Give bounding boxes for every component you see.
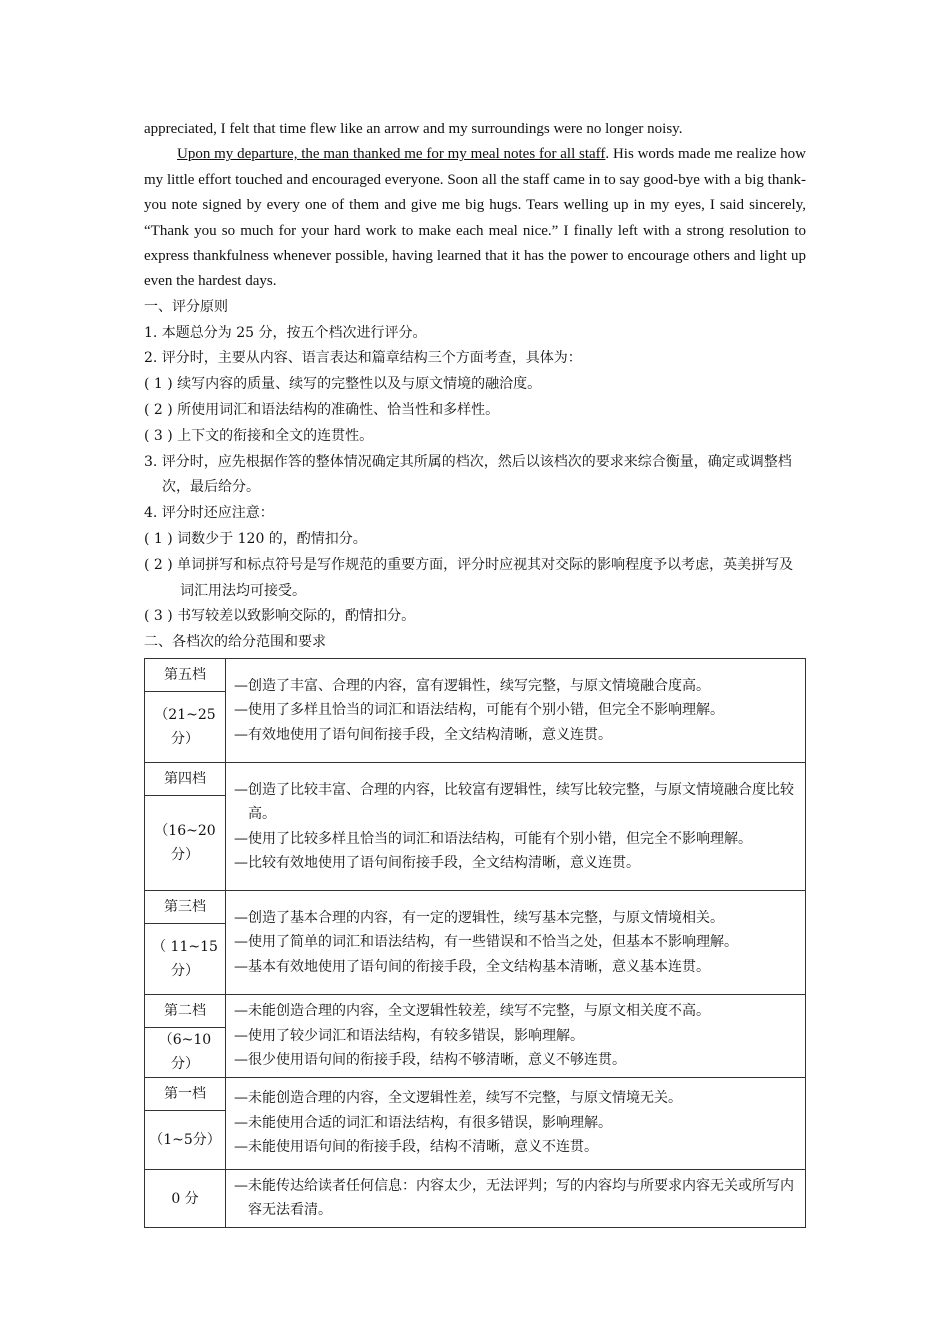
criteria-line: —未能创造合理的内容，全文逻辑性差，续写不完整，与原文情境无关。 [234, 1090, 682, 1107]
level-name: 第五档 [145, 659, 225, 692]
table-row [145, 1169, 806, 1227]
level-range: （6~10分） [158, 1032, 212, 1073]
level-description [226, 763, 806, 891]
level-range: （ 11~15分） [152, 939, 218, 979]
level-range: （21~25分） [154, 707, 216, 747]
level-description [226, 659, 806, 763]
criteria-line: —比较有效地使用了语句间衔接手段，全文结构清晰，意义连贯。 [234, 855, 640, 871]
scoring-principles [144, 295, 806, 656]
scoring-levels-table [144, 658, 806, 1228]
criteria-line: —很少使用语句间的衔接手段，结构不够清晰，意义不够连贯。 [234, 1052, 626, 1068]
level-name: 第三档 [145, 891, 225, 924]
underlined-sentence: Upon my departure, the man thanked me for my meal notes for all staff [177, 146, 606, 163]
table-row [145, 891, 806, 995]
level-description [226, 1169, 806, 1227]
criteria-line: —未能使用合适的词汇和语法结构，有很多错误，影响理解。 [234, 1114, 612, 1131]
criteria-line: —创造了基本合理的内容，有一定的逻辑性，续写基本完整，与原文情境相关。 [234, 909, 724, 926]
level-cell [145, 763, 226, 891]
level-name: 第一档 [145, 1078, 225, 1111]
level-range: （16~20分） [154, 823, 216, 863]
section-heading: 二、各档次的给分范围和要求 [144, 634, 326, 651]
section-heading: 一、评分原则 [144, 298, 228, 315]
level-cell [145, 995, 226, 1078]
criteria-line: —使用了简单的词汇和语法结构，有一些错误和不恰当之处，但基本不影响理解。 [234, 934, 738, 951]
level-cell [145, 1077, 226, 1169]
principle-subitem: ( 1 ) 续写内容的质量、续写的完整性以及与原文情境的融洽度。 [144, 376, 542, 393]
principle-subitem: ( 3 ) 上下文的衔接和全文的连贯性。 [144, 427, 374, 444]
principle-subitem: ( 1 ) 词数少于 120 的，酌情扣分。 [144, 531, 367, 548]
level-range: （1~5分） [149, 1131, 221, 1148]
document-page [144, 117, 806, 1228]
principle-subitem: ( 2 ) 所使用词汇和语法结构的准确性、恰当性和多样性。 [144, 402, 500, 419]
level-description [226, 995, 806, 1078]
essay-line: appreciated, I felt that time flew like an arrow and my surroundings were no longer noisy. [144, 121, 683, 137]
essay-paragraph-text: . His words made me realize how my little effort touched and encouraged everyone. Soon all the staff came in to say good-bye with a big thank-you note signed by every one of them and give me big hugs. Tears welling up in my eyes, I said sincerely, “Thank you so much for your hard work to make each meal nice.” I finally left with a strong resolution to express thankfulness whenever possible, having learned that it has the power to encourage others and light up even the hardest days. [144, 146, 806, 290]
principle-item: 3. 评分时，应先根据作答的整体情况确定其所属的档次，然后以该档次的要求来综合衡量，确定或调整档次，最后给分。 [144, 453, 792, 496]
criteria-line: —创造了比较丰富、合理的内容，比较富有逻辑性，续写比较完整，与原文情境融合度比较高。 [234, 781, 794, 822]
level-cell [145, 1169, 226, 1227]
principle-item: 1. 本题总分为 25 分，按五个档次进行评分。 [144, 324, 427, 341]
criteria-line: —未能使用语句间的衔接手段，结构不清晰，意义不连贯。 [234, 1139, 598, 1156]
table-row [145, 763, 806, 891]
table-row [145, 659, 806, 763]
table-row [145, 995, 806, 1078]
level-name: 第二档 [145, 995, 225, 1028]
criteria-line: —未能传达给读者任何信息：内容太少，无法评判；写的内容均与所要求内容无关或所写内容无法看清。 [234, 1177, 794, 1218]
criteria-line: —创造了丰富、合理的内容，富有逻辑性，续写完整，与原文情境融合度高。 [234, 677, 710, 694]
level-name: 第四档 [145, 763, 225, 796]
level-cell [145, 659, 226, 763]
essay-continuation [144, 117, 806, 295]
level-description [226, 891, 806, 995]
level-cell [145, 891, 226, 995]
level-description [226, 1077, 806, 1169]
level-name: 0 分 [171, 1191, 199, 1207]
principle-item: 2. 评分时，主要从内容、语言表达和篇章结构三个方面考查，具体为： [144, 350, 582, 367]
criteria-line: —使用了比较多样且恰当的词汇和语法结构，可能有个别小错，但完全不影响理解。 [234, 830, 752, 847]
principle-item: 4. 评分时还应注意： [144, 505, 274, 522]
criteria-line: —未能创造合理的内容，全文逻辑性较差，续写不完整，与原文相关度不高。 [234, 1003, 710, 1019]
criteria-line: —使用了较少词汇和语法结构，有较多错误，影响理解。 [234, 1027, 584, 1044]
principle-subitem: ( 2 ) 单词拼写和标点符号是写作规范的重要方面，评分时应视其对交际的影响程度予以考虑，英美拼写及词汇用法均可接受。 [144, 556, 794, 599]
criteria-line: —基本有效地使用了语句间的衔接手段，全文结构基本清晰，意义基本连贯。 [234, 958, 710, 975]
criteria-line: —有效地使用了语句间衔接手段，全文结构清晰，意义连贯。 [234, 726, 612, 743]
table-row [145, 1077, 806, 1169]
principle-subitem: ( 3 ) 书写较差以致影响交际的，酌情扣分。 [144, 608, 416, 625]
essay-paragraph [144, 142, 806, 294]
criteria-line: —使用了多样且恰当的词汇和语法结构，可能有个别小错，但完全不影响理解。 [234, 702, 724, 719]
